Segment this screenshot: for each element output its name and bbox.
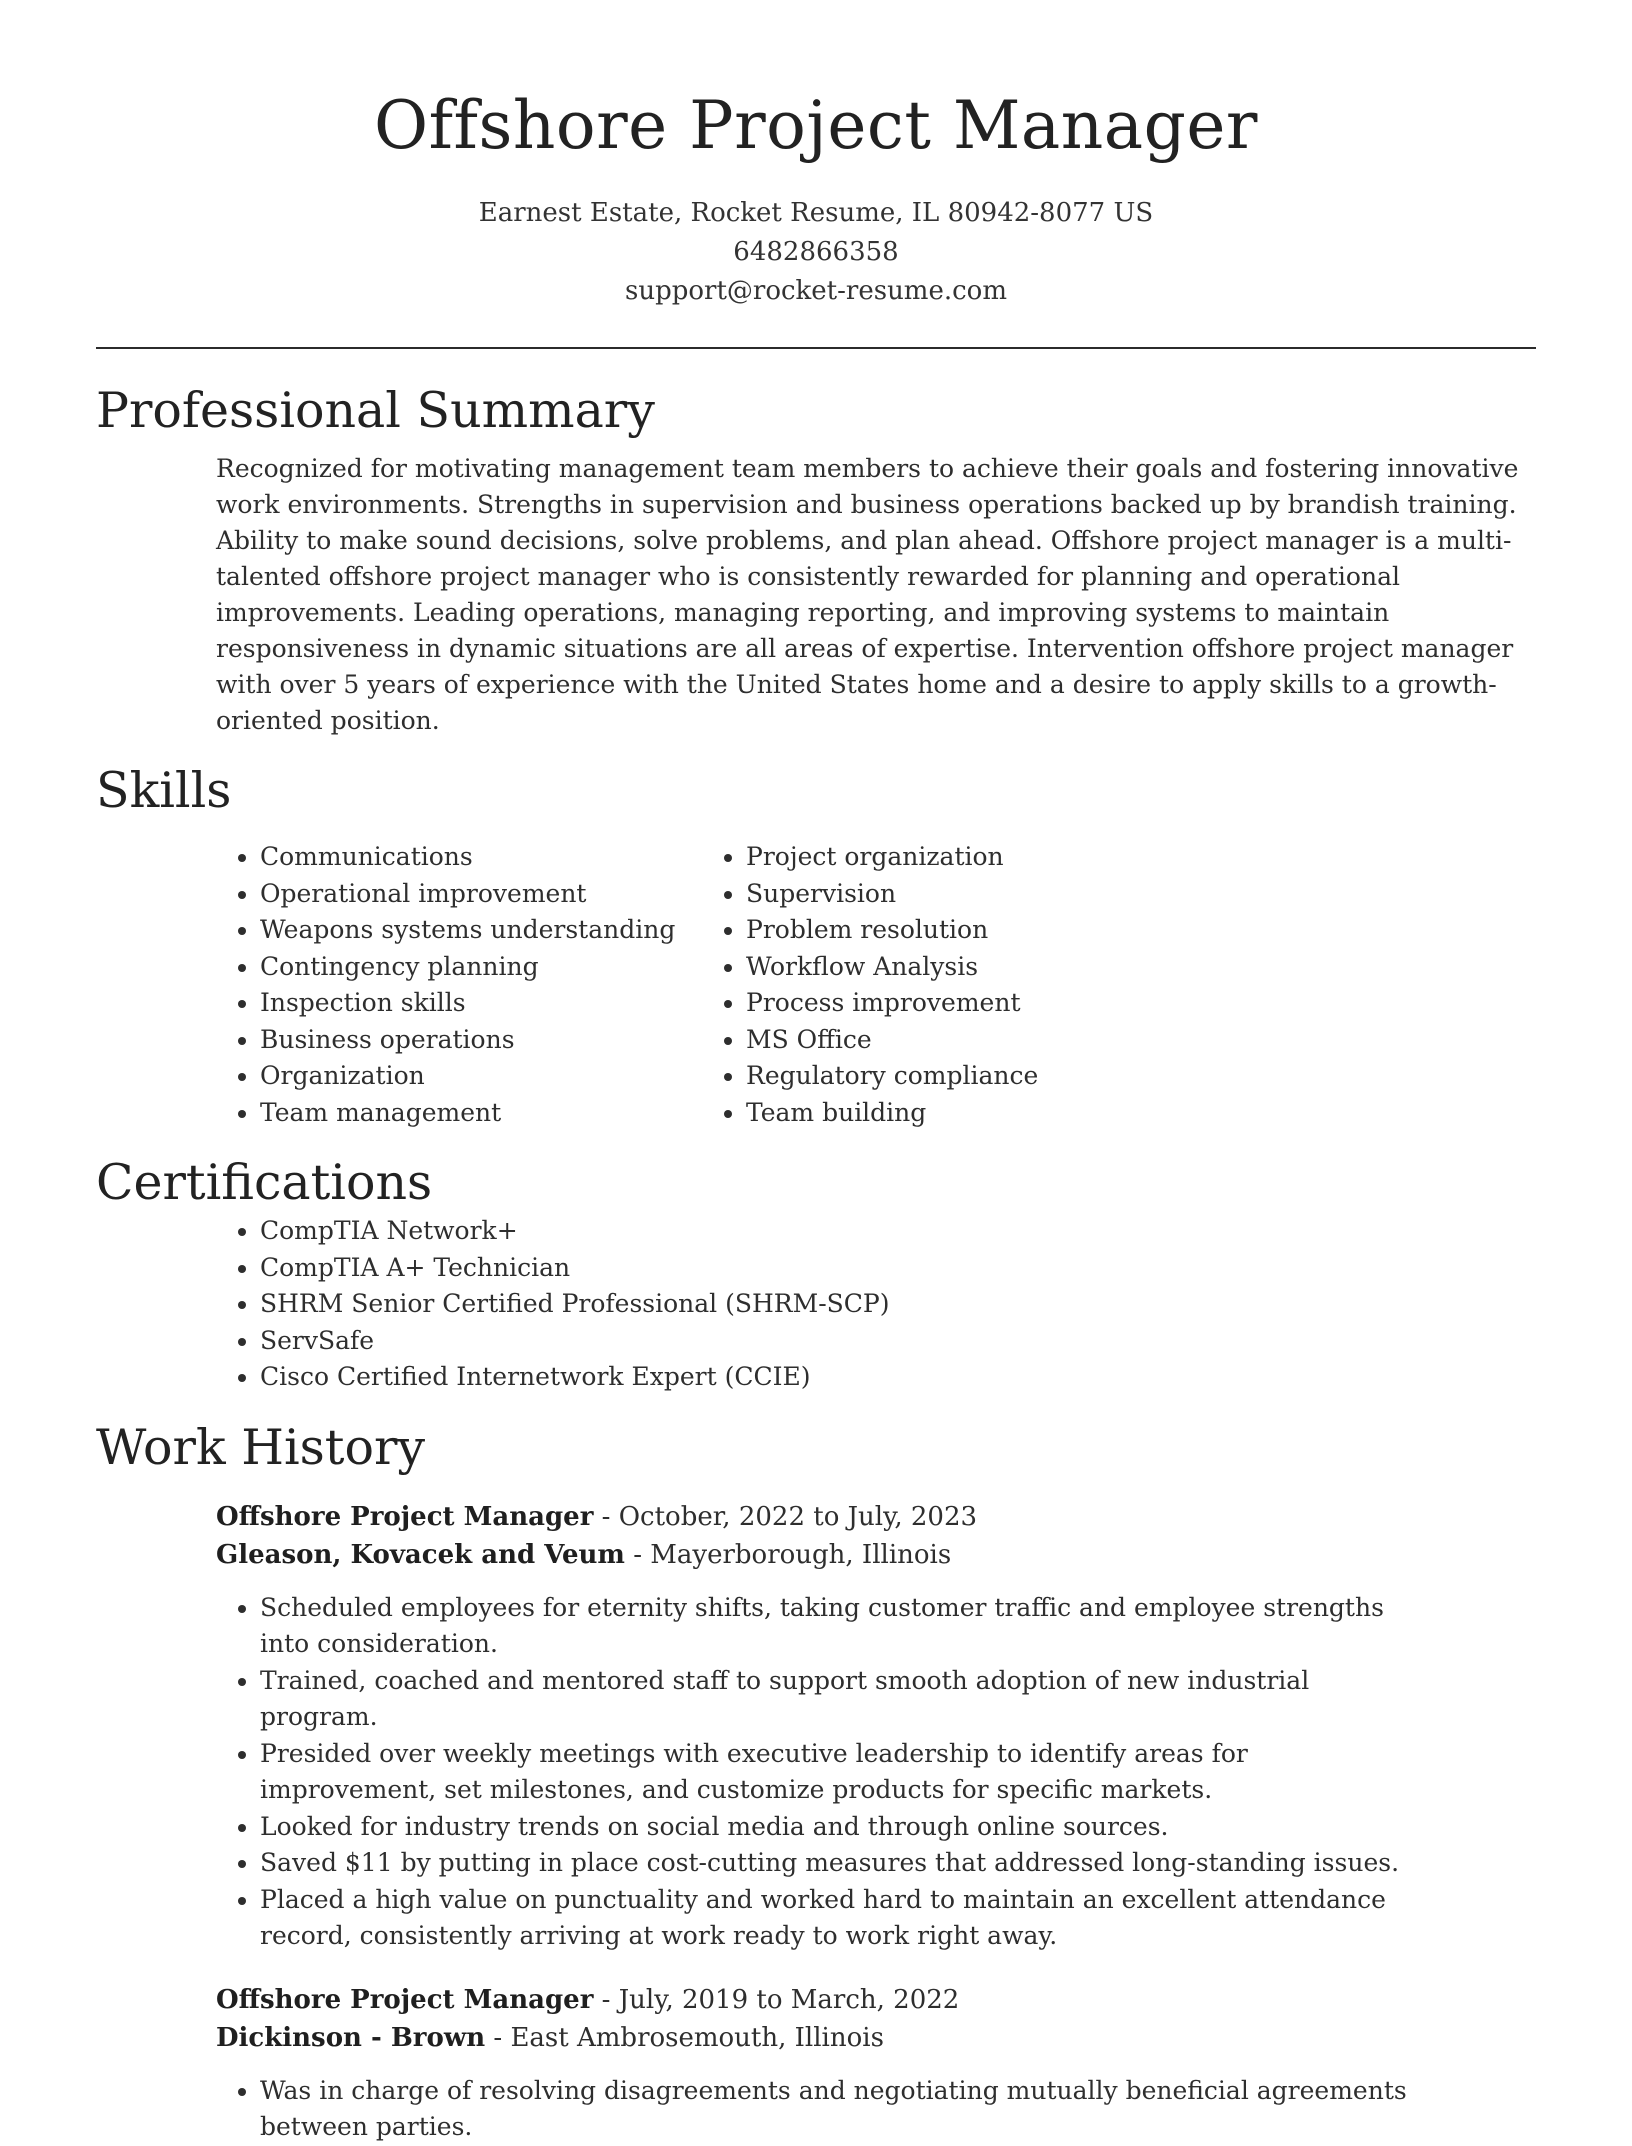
job-duties-list: [96, 1590, 1536, 1955]
section-title-summary: Professional Summary: [96, 382, 655, 439]
job-title-line: [216, 1981, 1536, 2019]
job-company: Gleason, Kovacek and Veum: [216, 1539, 625, 1570]
section-title-certifications: Certifications: [96, 1154, 433, 1211]
skill-item: • Regulatory compliance: [746, 1058, 1232, 1095]
skill-item: • Supervision: [746, 876, 1232, 913]
summary-text: Recognized for motivating management team members to achieve their goals and fostering innovative work environments. Strengths in supervision and business operations backed up by brandish training. Ability to make sound decisions, solve problems, and plan ahead. Offshore project manager is a multi-talented offshore project manager who is consistently rewarded for planning and operational improvements. Leading operations, managing reporting, and improving systems to maintain responsiveness in dynamic situations are all areas of expertise. Intervention offshore project manager with over 5 years of experience with the United States home and a desire to apply skills to a growth-oriented position.: [216, 454, 1519, 735]
certification-item: • Cisco Certified Internetwork Expert (CCIE): [260, 1359, 1536, 1396]
skill-item: • Inspection skills: [260, 985, 746, 1022]
job-duty-item: • Saved $11 by putting in place cost-cutting measures that addressed long-standing issues.: [260, 1845, 1536, 1882]
contact-address: Earnest Estate, Rocket Resume, IL 80942-8077 US: [478, 198, 1154, 228]
skills-list-right: [582, 839, 1232, 1131]
certification-item: • ServSafe: [260, 1323, 1536, 1360]
job-company: Dickinson - Brown: [216, 2022, 486, 2053]
job-duty-item: • Presided over weekly meetings with executive leadership to identify areas for improvement, set milestones, and customize products for specific markets.: [260, 1736, 1536, 1809]
skill-item: • Team building: [746, 1095, 1232, 1132]
section-title-skills: Skills: [96, 762, 232, 819]
job-location: - East Ambrosemouth, Illinois: [485, 2022, 884, 2053]
contact-email: support@rocket-resume.com: [624, 276, 1007, 306]
contact-phone: 6482866358: [733, 237, 899, 267]
job-role: Offshore Project Manager: [216, 1501, 594, 1532]
job-duty-item: • Placed a high value on punctuality and worked hard to maintain an excellent attendance record, consistently arriving at work ready to work right away.: [260, 1882, 1536, 1955]
job-entry: [216, 1981, 1536, 2146]
job-role: Offshore Project Manager: [216, 1984, 594, 2015]
work-history-section: [96, 1418, 1536, 2146]
resume-header: [96, 86, 1536, 311]
job-dates: - July, 2019 to March, 2022: [593, 1984, 960, 2015]
header-divider: [96, 347, 1536, 349]
certification-item: • SHRM Senior Certified Professional (SHRM-SCP): [260, 1286, 1536, 1323]
job-dates: - October, 2022 to July, 2023: [593, 1501, 978, 1532]
candidate-name: Offshore Project Manager: [374, 87, 1258, 164]
skill-item: • Communications: [260, 839, 746, 876]
job-entry: [216, 1498, 1536, 1955]
skill-item: • Organization: [260, 1058, 746, 1095]
certification-item: • CompTIA A+ Technician: [260, 1250, 1536, 1287]
resume-page: [96, 0, 1536, 2146]
skill-item: • Project organization: [746, 839, 1232, 876]
job-company-line: [216, 1536, 1536, 1574]
skill-item: • Team management: [260, 1095, 746, 1132]
skill-item: • Problem resolution: [746, 912, 1232, 949]
section-title-work-history: Work History: [96, 1418, 426, 1476]
job-duty-item: • Looked for industry trends on social media and through online sources.: [260, 1809, 1536, 1846]
job-company-line: [216, 2019, 1536, 2057]
professional-summary-section: [96, 381, 1536, 739]
certifications-section: [96, 1153, 1536, 1396]
certification-item: • CompTIA Network+: [260, 1213, 1536, 1250]
job-duty-item: • Was in charge of resolving disagreements and negotiating mutually beneficial agreements between parties.: [260, 2073, 1536, 2146]
skill-item: • Weapons systems understanding: [260, 912, 746, 949]
skill-item: • Operational improvement: [260, 876, 746, 913]
certifications-list: [96, 1213, 1536, 1396]
skill-item: • Contingency planning: [260, 949, 746, 986]
job-duty-item: • Scheduled employees for eternity shifts, taking customer traffic and employee strengths into consideration.: [260, 1590, 1536, 1663]
job-title-line: [216, 1498, 1536, 1536]
skill-item: • Workflow Analysis: [746, 949, 1232, 986]
skills-section: [96, 761, 1536, 1131]
skill-item: • Business operations: [260, 1022, 746, 1059]
job-duties-list: [96, 2073, 1536, 2146]
skill-item: • Process improvement: [746, 985, 1232, 1022]
job-location: - Mayerborough, Illinois: [624, 1539, 952, 1570]
skills-columns: [96, 839, 1536, 1131]
skill-item: • MS Office: [746, 1022, 1232, 1059]
job-duty-item: • Trained, coached and mentored staff to support smooth adoption of new industrial program.: [260, 1663, 1536, 1736]
contact-info: [96, 194, 1536, 311]
